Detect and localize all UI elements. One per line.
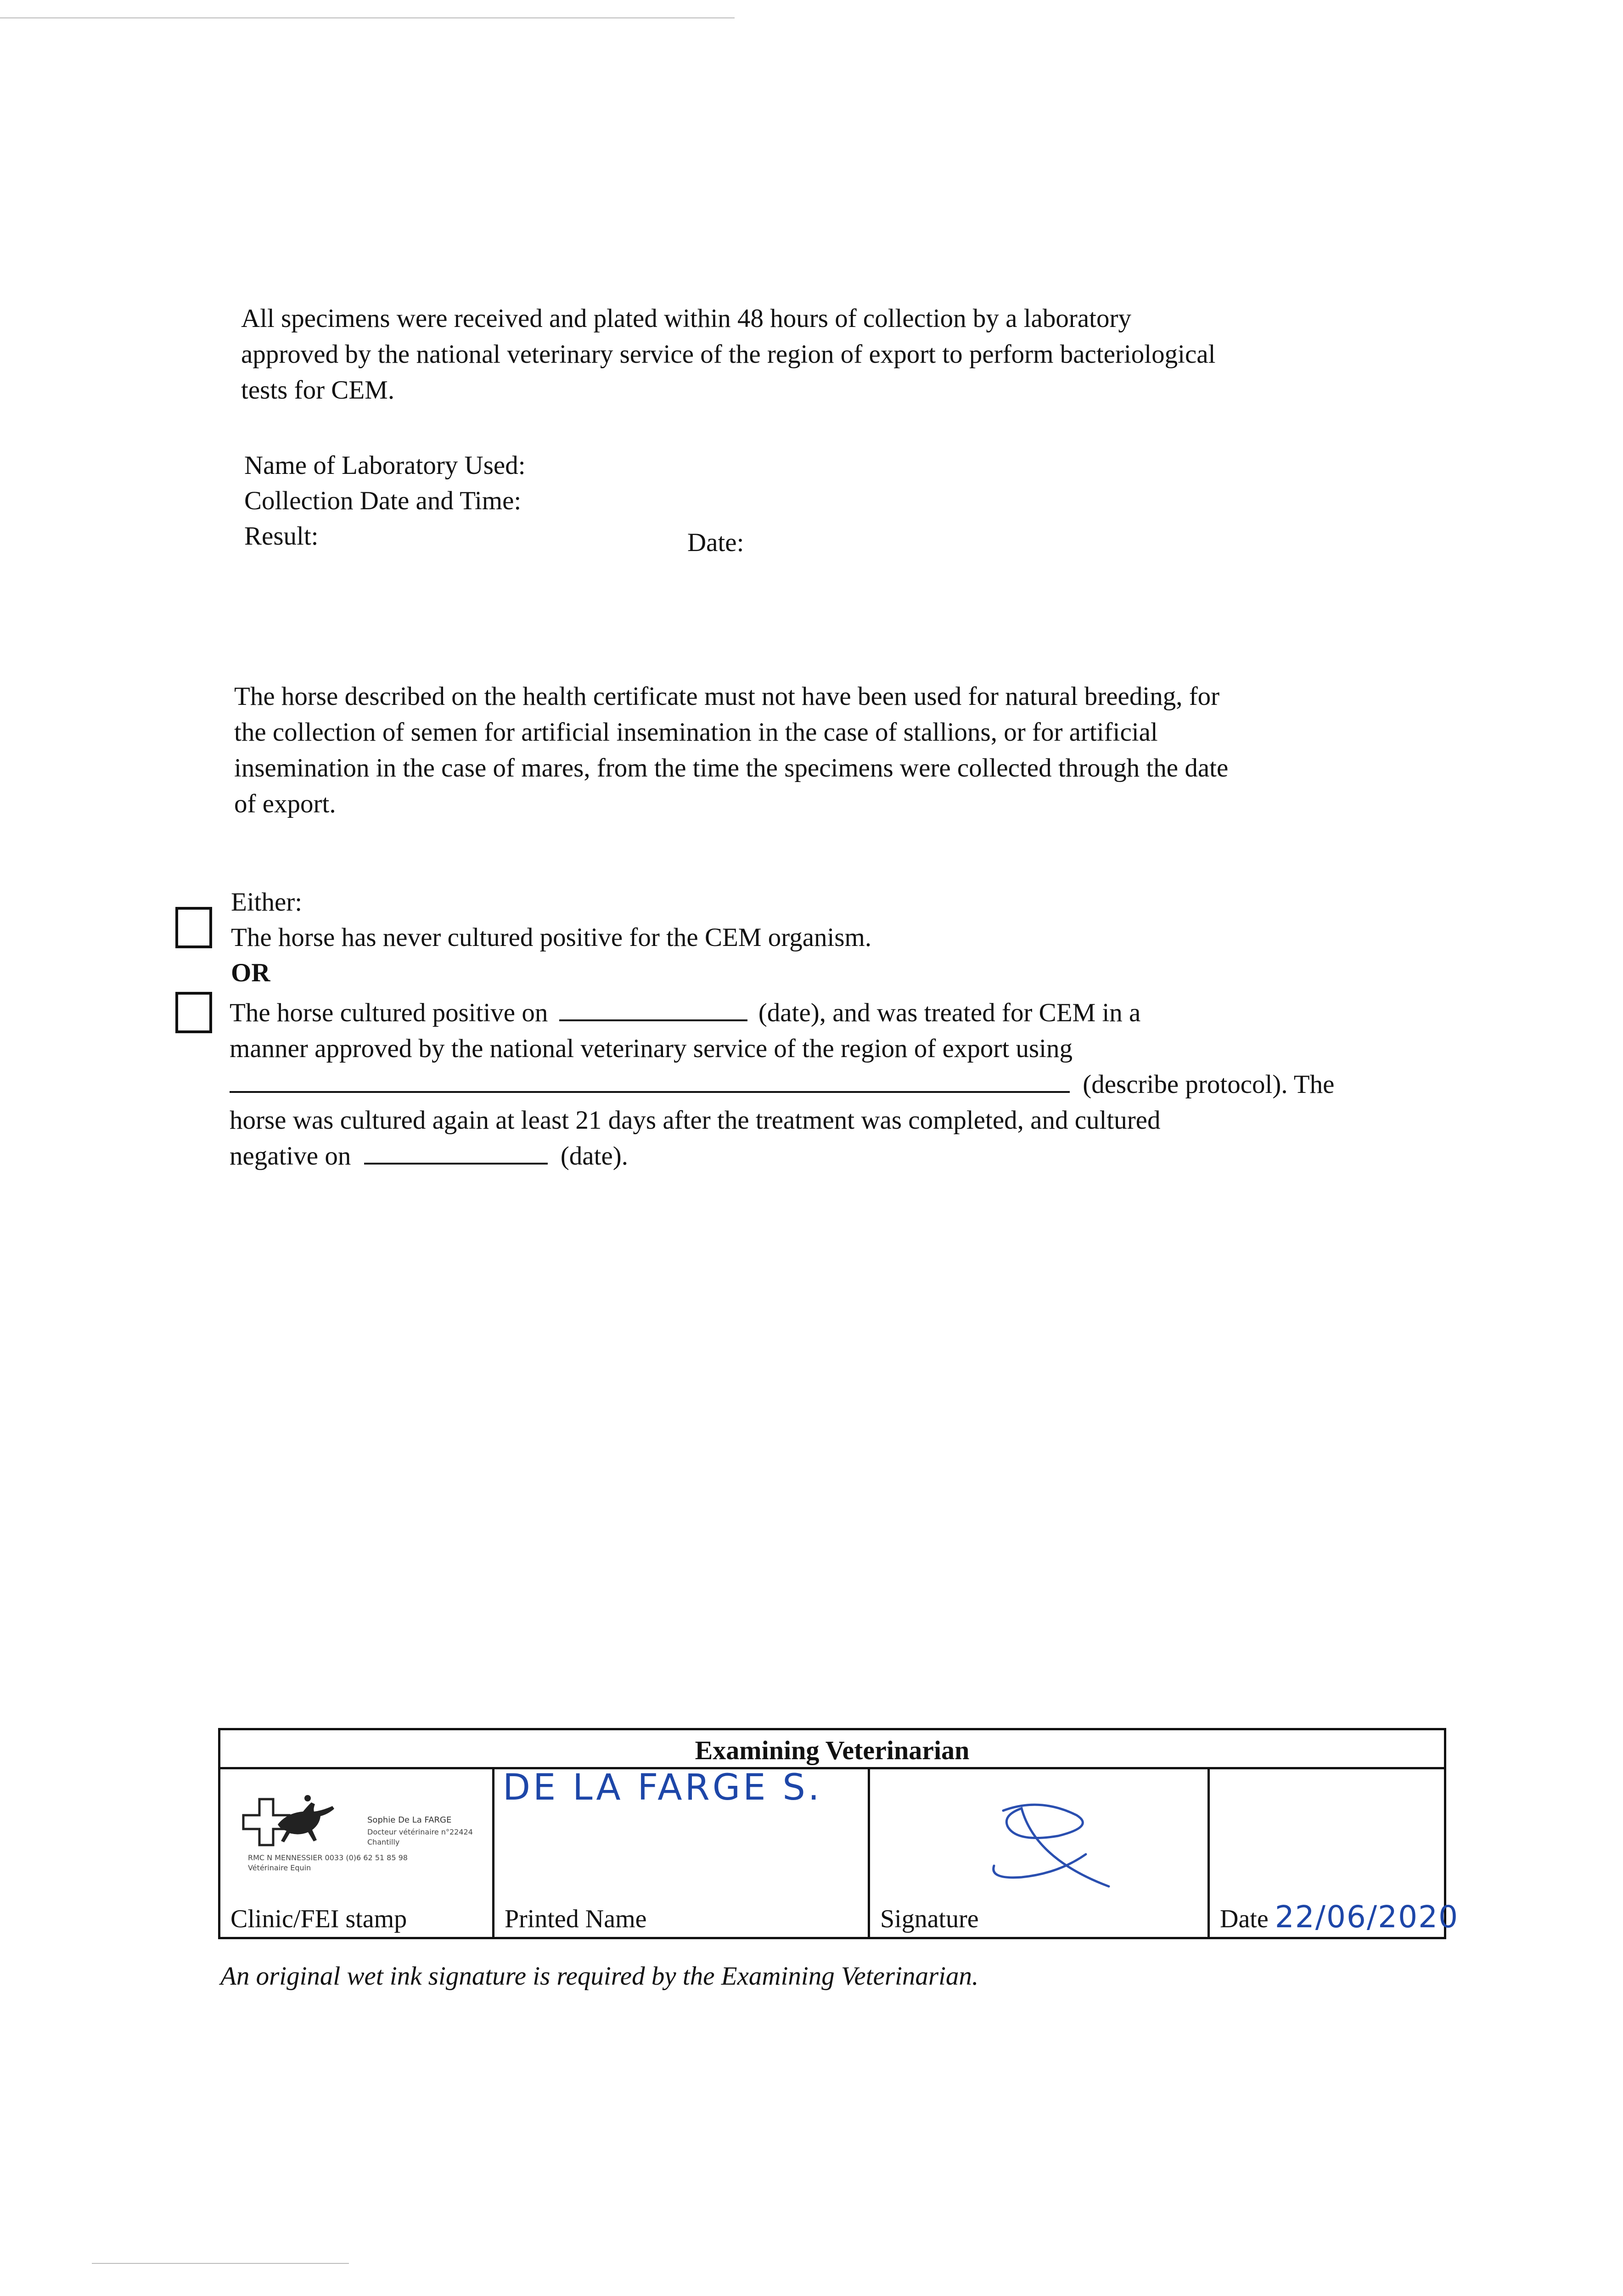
breeding-line: of export. [234,789,336,818]
signature-label: Signature [880,1905,979,1933]
stamp-line: Docteur vétérinaire n°22424 [367,1828,473,1836]
never-positive-text: The horse has never cultured positive for the CEM organism. [231,923,872,952]
result-label: Result: [244,522,319,551]
breeding-line: insemination in the case of mares, from the time the specimens were collected through the date [234,754,1229,782]
stamp-line: Vétérinaire Equin [248,1863,311,1872]
examining-veterinarian-table [218,1728,1459,1939]
treated-text: (date), and was treated for CEM in a [758,998,1141,1027]
either-label: Either: [231,888,303,917]
negative-text: negative on [230,1142,351,1171]
cultured-positive-line-1 [230,995,1446,1031]
printed-name-cell [492,1767,868,1937]
protocol-text: (describe protocol). The [1083,1070,1335,1099]
negative-date-blank[interactable] [364,1141,548,1165]
signature-cell [868,1767,1207,1937]
approved-manner-line: manner approved by the national veterinary service of the region of export using [230,1034,1073,1063]
scan-edge-line [0,17,735,18]
lab-intro-line: tests for CEM. [241,376,395,405]
scan-edge-line [92,2263,349,2264]
horse-rider-logo [239,1790,349,1854]
lab-intro-line: All specimens were received and plated within 48 hours of collection by a laboratory [241,304,1131,333]
printed-name-label: Printed Name [505,1905,647,1933]
clinic-stamp-label: Clinic/FEI stamp [230,1905,407,1933]
examining-veterinarian-title: Examining Veterinarian [220,1730,1444,1769]
collection-label: Collection Date and Time: [244,486,522,515]
breeding-line: The horse described on the health certificate must not have been used for natural breeding, for [234,682,1220,711]
negative-date-text: (date). [560,1142,628,1171]
stamp-line: Chantilly [367,1838,400,1846]
stamp-name: Sophie De La FARGE [367,1815,452,1825]
lab-intro-line: approved by the national veterinary service of the region of export to perform bacteriological [241,340,1216,369]
printed-name-value[interactable]: DE LA FARGE S. [503,1767,822,1808]
handwritten-signature[interactable] [985,1792,1123,1898]
positive-date-blank[interactable] [559,997,747,1021]
result-date-label: Date: [687,528,744,557]
clinic-stamp-cell [220,1767,492,1937]
date-cell-content [1220,1901,1459,1935]
protocol-blank[interactable] [230,1069,1070,1093]
protocol-line [230,1067,1446,1103]
recultured-line: horse was cultured again at least 21 days after the treatment was completed, and cultured [230,1106,1161,1135]
breeding-paragraph [234,679,1451,822]
cultured-positive-text: The horse cultured positive on [230,998,548,1027]
cultured-positive-paragraph [230,995,1446,1174]
negative-line [230,1138,1446,1174]
stamp-line: RMC N MENNESSIER 0033 (0)6 62 51 85 98 [248,1853,408,1862]
date-cell [1207,1767,1459,1937]
or-label: OR [231,958,270,987]
lab-name-label: Name of Laboratory Used: [244,451,526,480]
wet-ink-note: An original wet ink signature is required by the Examining Veterinarian. [220,1962,979,1991]
cultured-positive-checkbox[interactable] [175,992,212,1033]
vet-date-value[interactable]: 22/06/2020 [1275,1899,1459,1935]
clinic-stamp [239,1785,492,1877]
breeding-line: the collection of semen for artificial insemination in the case of stallions, or for artificial [234,718,1158,747]
lab-intro-paragraph [241,301,1435,408]
never-positive-checkbox[interactable] [175,907,212,948]
vet-date-label: Date [1220,1905,1269,1933]
